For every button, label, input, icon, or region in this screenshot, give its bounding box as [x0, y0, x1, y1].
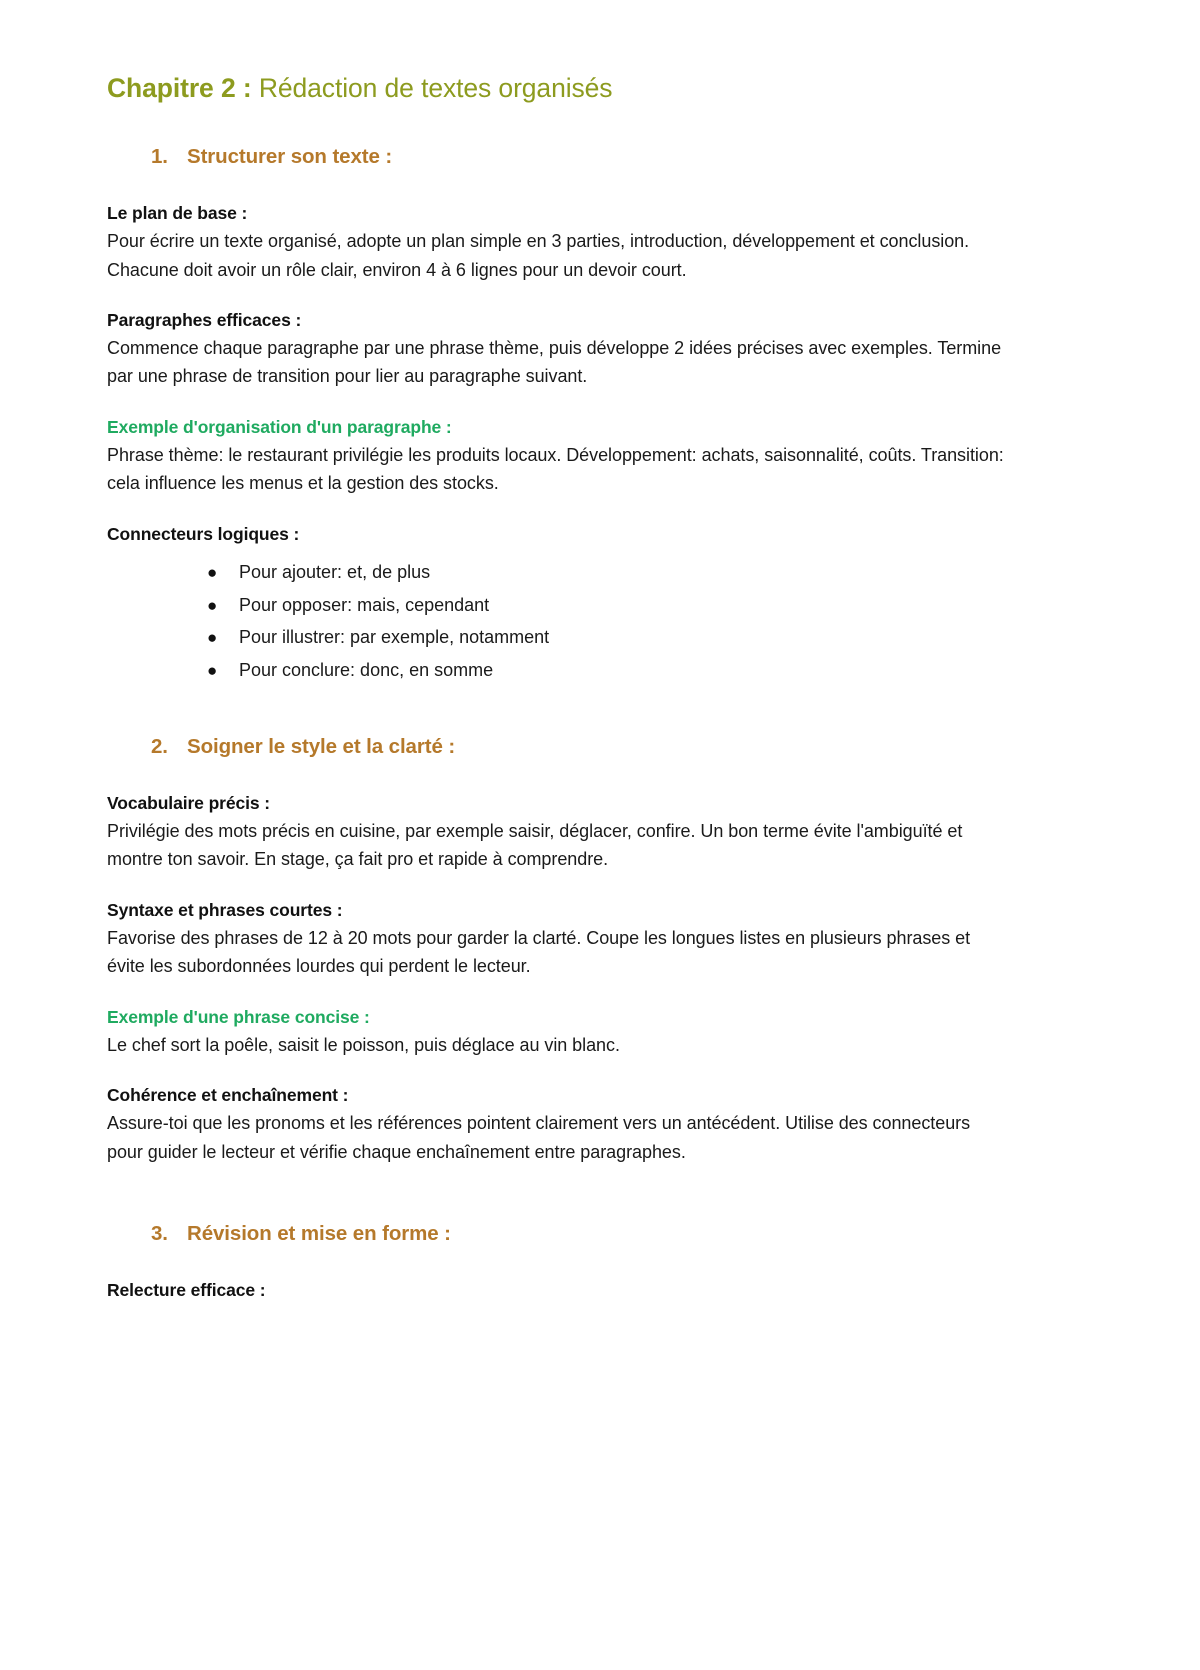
- list-item: [207, 563, 1007, 583]
- bullet-dot-icon: ●: [207, 628, 218, 648]
- section-heading-1: [107, 145, 1007, 169]
- bullet-dot-icon: ●: [207, 595, 218, 615]
- block-coherence-enchainement: [107, 1085, 1007, 1166]
- list-item: [207, 596, 1007, 616]
- body-syntaxe-phrases-courtes: Favorise des phrases de 12 à 20 mots pour garder la clarté. Coupe les longues listes en plusieurs phrases et évite les subordonnées lourdes qui perdent le lecteur.: [107, 927, 971, 977]
- body-exemple-organisation: Phrase thème: le restaurant privilégie les produits locaux. Développement: achats, saisonnalité, coûts. Transition: cela influence les menus et la gestion des stocks.: [107, 444, 1004, 494]
- block-exemple-organisation: [107, 417, 1007, 498]
- block-exemple-phrase-concise: [107, 1007, 1007, 1059]
- block-paragraphes-efficaces: [107, 310, 1007, 391]
- section-heading-3: [107, 1222, 1007, 1246]
- section-title-3: Révision et mise en forme :: [187, 1222, 451, 1245]
- list-item-label: Pour opposer: mais, cependant: [239, 594, 490, 615]
- list-item-label: Pour ajouter: et, de plus: [239, 561, 431, 582]
- list-item: [207, 628, 1007, 648]
- sub-heading-coherence-enchainement: Cohérence et enchaînement :: [107, 1085, 349, 1106]
- section-number-3: 3.: [151, 1222, 168, 1245]
- connecteurs-list: [107, 563, 1007, 681]
- chapter-title-text: Rédaction de textes organisés: [251, 73, 613, 103]
- block-plan-de-base: [107, 203, 1007, 284]
- sub-heading-connecteurs-logiques: Connecteurs logiques :: [107, 523, 300, 544]
- section-title-2: Soigner le style et la clarté :: [187, 734, 456, 758]
- list-item-label: Pour illustrer: par exemple, notamment: [239, 627, 550, 648]
- body-coherence-enchainement: Assure-toi que les pronoms et les références pointent clairement vers un antécédent. Utilise des connecteurs pour guider le lecteur et vérifie chaque enchaînement entre paragraphes.: [107, 1113, 971, 1162]
- sub-heading-exemple-phrase-concise: Exemple d'une phrase concise :: [107, 1006, 370, 1027]
- block-syntaxe-phrases-courtes: [107, 900, 1007, 981]
- list-item: [207, 661, 1007, 681]
- sub-heading-plan-de-base: Le plan de base :: [107, 203, 248, 224]
- section-number-2: 2.: [151, 734, 168, 758]
- block-relecture-efficace: [107, 1280, 1007, 1301]
- sub-heading-paragraphes-efficaces: Paragraphes efficaces :: [107, 310, 302, 330]
- block-vocabulaire-precis: [107, 793, 1007, 874]
- page-title: [107, 72, 1007, 105]
- document-content: [107, 72, 1007, 1304]
- chapter-title-prefix: Chapitre 2 :: [107, 73, 252, 103]
- section-number-1: 1.: [151, 145, 168, 169]
- body-exemple-phrase-concise: Le chef sort la poêle, saisit le poisson, puis déglace au vin blanc.: [107, 1034, 620, 1055]
- bullet-dot-icon: ●: [207, 562, 218, 582]
- body-paragraphes-efficaces: Commence chaque paragraphe par une phrase thème, puis développe 2 idées précises avec exemples. Termine par une phrase de transition pour lier au paragraphe suivant.: [107, 338, 1002, 387]
- list-item-label: Pour conclure: donc, en somme: [239, 660, 494, 681]
- block-connecteurs-logiques: [107, 524, 1007, 681]
- sub-heading-vocabulaire-precis: Vocabulaire précis :: [107, 792, 271, 813]
- sub-heading-syntaxe-phrases-courtes: Syntaxe et phrases courtes :: [107, 899, 343, 920]
- section-heading-2: [107, 735, 1007, 759]
- sub-heading-relecture-efficace: Relecture efficace :: [107, 1280, 266, 1300]
- section-title-1: Structurer son texte :: [187, 145, 393, 169]
- bullet-dot-icon: ●: [207, 661, 218, 681]
- body-plan-de-base: Pour écrire un texte organisé, adopte un plan simple en 3 parties, introduction, développement et conclusion. Chacune doit avoir un rôle clair, environ 4 à 6 lignes pour un devoir court.: [107, 231, 970, 280]
- sub-heading-exemple-organisation: Exemple d'organisation d'un paragraphe :: [107, 416, 452, 437]
- body-vocabulaire-precis: Privilégie des mots précis en cuisine, par exemple saisir, déglacer, confire. Un bon terme évite l'ambiguïté et montre ton savoir. En stage, ça fait pro et rapide à comprendre.: [107, 820, 963, 870]
